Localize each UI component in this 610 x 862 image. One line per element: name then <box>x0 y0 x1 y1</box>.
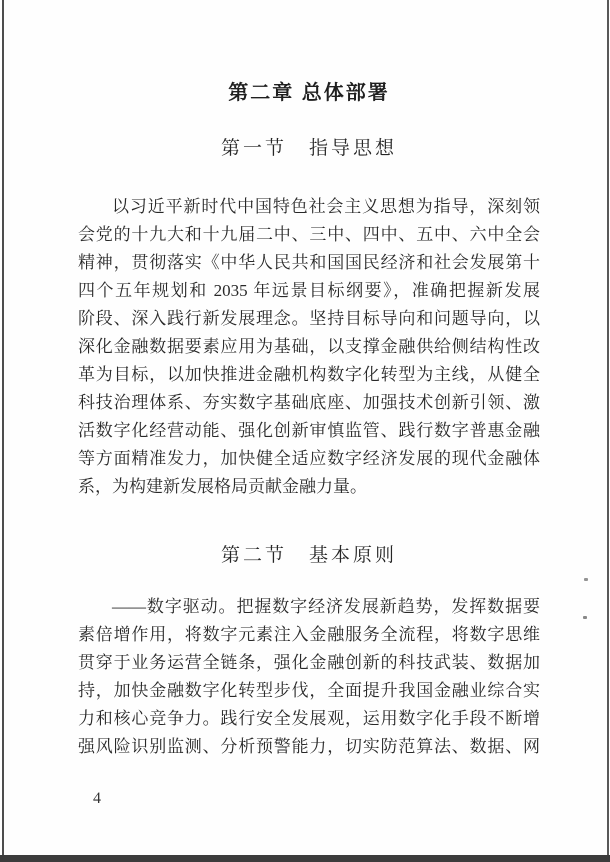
paragraph-line: 等方面精准发力，加快健全适应数字经济发展的现代金融体 <box>78 449 540 468</box>
section-2-title: 第二节 基本原则 <box>220 545 397 566</box>
paragraph-line: 力和核心竞争力。践行安全发展观，运用数字化手段不断增 <box>78 709 540 728</box>
paragraph-line: 持，加快金融数字化转型步伐，全面提升我国金融业综合实 <box>78 681 540 700</box>
scan-speck <box>584 578 588 581</box>
paragraph-line: ——数字驱动。把握数字经济发展新趋势，发挥数据要 <box>112 597 540 616</box>
scan-left-edge <box>2 0 4 862</box>
chapter-title: 第二章 总体部署 <box>228 82 390 104</box>
paragraph-line: 革为目标，以加快推进金融机构数字化转型为主线，从健全 <box>78 365 540 384</box>
paragraph-line: 深化金融数据要素应用为基础，以支撑金融供给侧结构性改 <box>78 337 540 356</box>
paragraph-line: 精神，贯彻落实《中华人民共和国国民经济和社会发展第十 <box>78 253 540 272</box>
section-1-title: 第一节 指导思想 <box>220 138 397 159</box>
page-number: 4 <box>93 790 101 807</box>
paragraph-line: 素倍增作用，将数字元素注入金融服务全流程，将数字思维 <box>78 625 540 644</box>
paragraph-line: 会党的十九大和十九届二中、三中、四中、五中、六中全会 <box>78 225 540 244</box>
paragraph-line: 四个五年规划和 2035 年远景目标纲要》，准确把握新发展 <box>78 281 540 300</box>
paragraph-basic-principles <box>78 593 540 761</box>
scan-right-edge <box>607 0 609 862</box>
paragraph-line: 贯穿于业务运营全链条，强化金融创新的科技武装、数据加 <box>78 653 540 672</box>
scan-bottom-edge <box>0 855 610 862</box>
paragraph-line: 强风险识别监测、分析预警能力，切实防范算法、数据、网 <box>78 737 540 756</box>
paragraph-line: 系，为构建新发展格局贡献金融力量。 <box>78 477 367 496</box>
paragraph-line: 阶段、深入践行新发展理念。坚持目标导向和问题导向，以 <box>78 309 540 328</box>
paragraph-line: 科技治理体系、夯实数字基础底座、加强技术创新引领、激 <box>78 393 540 412</box>
scan-speck <box>583 616 587 619</box>
paragraph-line: 活数字化经营动能、强化创新审慎监管、践行数字普惠金融 <box>78 421 540 440</box>
paragraph-guiding-ideology <box>78 193 540 501</box>
paragraph-line: 以习近平新时代中国特色社会主义思想为指导，深刻领 <box>112 197 540 216</box>
